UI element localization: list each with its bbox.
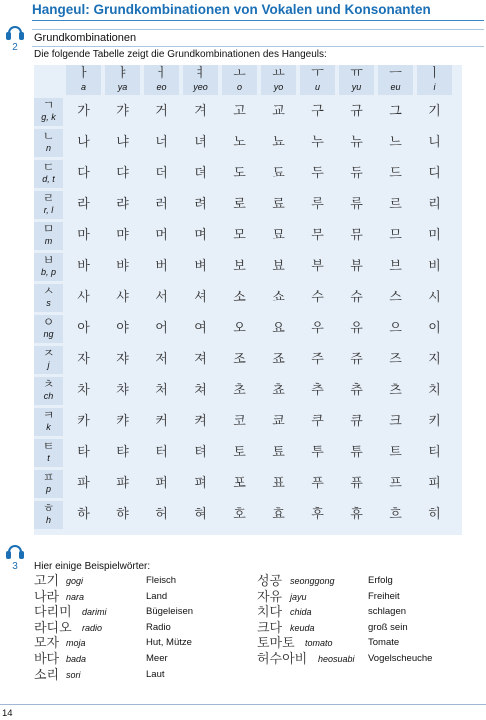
vowel-jamo: ㅛ <box>272 66 285 81</box>
title-divider <box>32 20 484 21</box>
consonant-romanization: r, l <box>43 205 54 215</box>
syllable-cell: 벼 <box>194 259 207 274</box>
section-top-divider <box>32 29 484 30</box>
example-romanization: heosuabi <box>318 654 355 664</box>
syllable-cell: 피 <box>428 476 441 491</box>
page-number: 14 <box>2 708 13 719</box>
syllable-cell: 부 <box>311 259 324 274</box>
example-korean: 치다 <box>257 605 283 621</box>
syllable-cell: 켜 <box>194 414 207 429</box>
vowel-header <box>378 65 413 95</box>
consonant-header <box>34 408 63 436</box>
consonant-header <box>34 439 63 467</box>
syllable-cell: 소 <box>233 290 246 305</box>
syllable-cell: 효 <box>272 507 285 522</box>
syllable-cell: 츄 <box>350 383 363 398</box>
consonant-header <box>34 129 63 157</box>
syllable-cell: 트 <box>389 445 402 460</box>
consonant-romanization: ch <box>43 391 54 401</box>
syllable-cell: 허 <box>155 507 168 522</box>
syllable-cell: 후 <box>311 507 324 522</box>
syllable-cell: 모 <box>233 228 246 243</box>
syllable-cell: 츠 <box>389 383 402 398</box>
syllable-cell: 겨 <box>194 104 207 119</box>
vowel-romanization: eo <box>156 82 167 92</box>
vowel-romanization: yo <box>273 82 284 92</box>
example-korean: 자유 <box>257 589 283 605</box>
page-title: Hangeul: Grundkombinationen von Vokalen und Konsonanten <box>32 2 431 17</box>
syllable-cell: 셔 <box>194 290 207 305</box>
vowel-jamo: ㅡ <box>389 66 402 81</box>
syllable-cell: 두 <box>311 166 324 181</box>
syllable-cell: 뱌 <box>116 259 129 274</box>
syllable-cell: 서 <box>155 290 168 305</box>
example-korean: 모자 <box>34 636 60 652</box>
syllable-cell: 며 <box>194 228 207 243</box>
consonant-romanization: p <box>45 484 51 494</box>
vowel-jamo: ㅏ <box>77 66 90 81</box>
consonant-header <box>34 284 63 312</box>
consonant-header <box>34 253 63 281</box>
example-translation: Radio <box>146 621 171 633</box>
vowel-jamo: ㅕ <box>194 66 207 81</box>
syllable-cell: 구 <box>311 104 324 119</box>
consonant-jamo: ㅈ <box>42 346 55 360</box>
syllable-cell: 시 <box>428 290 441 305</box>
syllable-cell: 됴 <box>272 166 285 181</box>
syllable-cell: 디 <box>428 166 441 181</box>
consonant-romanization: s <box>46 298 51 308</box>
consonant-jamo: ㅍ <box>42 470 55 484</box>
syllable-cell: 루 <box>311 197 324 212</box>
syllable-cell: 텨 <box>194 445 207 460</box>
consonant-jamo: ㅋ <box>42 408 55 422</box>
syllable-cell: 죠 <box>272 352 285 367</box>
syllable-cell: 사 <box>77 290 90 305</box>
syllable-cell: 미 <box>428 228 441 243</box>
syllable-cell: 펴 <box>194 476 207 491</box>
consonant-romanization: h <box>45 515 51 525</box>
syllable-cell: 듀 <box>350 166 363 181</box>
examples-intro: Hier einige Beispielwörter: <box>34 561 151 572</box>
example-romanization: sori <box>66 669 81 680</box>
syllable-cell: 흐 <box>389 507 402 522</box>
syllable-cell: 뷰 <box>350 259 363 274</box>
syllable-cell: 큐 <box>350 414 363 429</box>
example-translation: Erfolg <box>368 575 393 586</box>
syllable-cell: 기 <box>428 104 441 119</box>
syllable-cell: 그 <box>389 104 402 119</box>
consonant-romanization: d, t <box>42 174 55 184</box>
syllable-cell: 키 <box>428 414 441 429</box>
consonant-header <box>34 346 63 374</box>
consonant-jamo: ㄷ <box>42 160 55 174</box>
vowel-romanization: i <box>433 82 436 92</box>
syllable-cell: 주 <box>311 352 324 367</box>
consonant-jamo: ㅎ <box>42 501 55 515</box>
syllable-cell: 드 <box>389 166 402 181</box>
consonant-romanization: k <box>46 422 51 432</box>
syllable-cell: 브 <box>389 259 402 274</box>
syllable-cell: 무 <box>311 228 324 243</box>
syllable-cell: 투 <box>311 445 324 460</box>
syllable-cell: 보 <box>233 259 246 274</box>
vowel-header <box>144 65 179 95</box>
syllable-cell: 교 <box>272 104 285 119</box>
syllable-cell: 치 <box>428 383 441 398</box>
syllable-cell: 토 <box>233 445 246 460</box>
syllable-cell: 쟈 <box>116 352 129 367</box>
headphones-icon[interactable] <box>6 545 24 559</box>
footer-divider <box>0 704 486 705</box>
syllable-cell: 누 <box>311 135 324 150</box>
syllable-cell: 느 <box>389 135 402 150</box>
syllable-cell: 이 <box>428 321 441 336</box>
example-translation: Tomate <box>368 637 400 649</box>
consonant-romanization: m <box>44 236 53 246</box>
syllable-cell: 가 <box>77 104 90 119</box>
syllable-cell: 녀 <box>194 135 207 150</box>
syllable-cell: 파 <box>77 476 90 491</box>
consonant-jamo: ㄴ <box>42 129 55 143</box>
syllable-cell: 스 <box>389 290 402 305</box>
syllable-cell: 버 <box>155 259 168 274</box>
combination-table <box>34 65 462 535</box>
syllable-cell: 푸 <box>311 476 324 491</box>
example-romanization: tomato <box>305 638 333 649</box>
consonant-romanization: t <box>47 453 50 463</box>
example-translation: Vogelscheuche <box>368 653 433 664</box>
vowel-romanization: u <box>314 82 320 92</box>
consonant-jamo: ㅂ <box>42 253 55 267</box>
example-translation: Laut <box>146 668 165 680</box>
syllable-cell: 유 <box>350 321 363 336</box>
vowel-romanization: o <box>236 82 242 92</box>
syllable-cell: 햐 <box>116 507 129 522</box>
syllable-cell: 호 <box>233 507 246 522</box>
syllable-cell: 쿄 <box>272 414 285 429</box>
example-korean: 라디오 <box>34 620 72 636</box>
syllable-cell: 초 <box>233 383 246 398</box>
syllable-cell: 규 <box>350 104 363 119</box>
syllable-cell: 여 <box>194 321 207 336</box>
vowel-jamo: ㅜ <box>311 66 324 81</box>
consonant-header <box>34 191 63 219</box>
example-translation: Freiheit <box>368 590 400 602</box>
syllable-cell: 쥬 <box>350 352 363 367</box>
syllable-cell: 우 <box>311 321 324 336</box>
syllable-cell: 댜 <box>116 166 129 181</box>
syllable-cell: 고 <box>233 104 246 119</box>
syllable-cell: 혀 <box>194 507 207 522</box>
consonant-jamo: ㅇ <box>42 315 55 329</box>
syllable-cell: 요 <box>272 321 285 336</box>
section-bottom-divider <box>32 46 484 47</box>
example-romanization: darimi <box>82 607 107 618</box>
vowel-romanization: a <box>80 82 86 92</box>
syllable-cell: 지 <box>428 352 441 367</box>
example-romanization: keuda <box>290 622 315 633</box>
vowel-header <box>66 65 101 95</box>
syllable-cell: 려 <box>194 197 207 212</box>
syllable-cell: 표 <box>272 476 285 491</box>
syllable-cell: 조 <box>233 352 246 367</box>
syllable-cell: 휴 <box>350 507 363 522</box>
vowel-header <box>339 65 374 95</box>
syllable-cell: 묘 <box>272 228 285 243</box>
syllable-cell: 어 <box>155 321 168 336</box>
syllable-cell: 갸 <box>116 104 129 119</box>
example-korean: 고기 <box>34 574 60 589</box>
syllable-cell: 히 <box>428 507 441 522</box>
consonant-header <box>34 160 63 188</box>
audio-track-number: 2 <box>12 42 18 53</box>
example-romanization: nara <box>66 591 85 602</box>
intro-text: Die folgende Tabelle zeigt die Grundkombinationen des Hangeuls: <box>34 49 327 60</box>
section-title: Grundkombinationen <box>34 32 137 44</box>
syllable-cell: 캬 <box>116 414 129 429</box>
syllable-cell: 먀 <box>116 228 129 243</box>
syllable-cell: 료 <box>272 197 285 212</box>
syllable-cell: 크 <box>389 414 402 429</box>
syllable-cell: 바 <box>77 259 90 274</box>
syllable-cell: 므 <box>389 228 402 243</box>
syllable-cell: 챠 <box>116 383 129 398</box>
syllable-cell: 티 <box>428 445 441 460</box>
example-korean: 성공 <box>257 574 283 589</box>
consonant-header <box>34 315 63 343</box>
syllable-cell: 뉴 <box>350 135 363 150</box>
syllable-cell: 너 <box>155 135 168 150</box>
syllable-cell: 더 <box>155 166 168 181</box>
consonant-jamo: ㅊ <box>42 377 55 391</box>
example-romanization: jayu <box>290 591 307 602</box>
vowel-jamo: ㅠ <box>350 66 363 81</box>
syllable-cell: 러 <box>155 197 168 212</box>
example-korean: 토마토 <box>257 636 295 652</box>
syllable-cell: 뎌 <box>194 166 207 181</box>
syllable-cell: 뵤 <box>272 259 285 274</box>
example-translation: Land <box>146 590 168 602</box>
syllable-cell: 라 <box>77 197 90 212</box>
example-romanization: gogi <box>66 576 84 586</box>
syllable-cell: 르 <box>389 197 402 212</box>
syllable-cell: 저 <box>155 352 168 367</box>
syllable-cell: 거 <box>155 104 168 119</box>
syllable-cell: 머 <box>155 228 168 243</box>
syllable-cell: 져 <box>194 352 207 367</box>
consonant-header <box>34 377 63 405</box>
example-korean: 바다 <box>34 652 60 667</box>
consonant-jamo: ㅁ <box>42 222 55 236</box>
example-romanization: bada <box>66 654 87 664</box>
example-translation: Bügeleisen <box>146 606 194 618</box>
syllable-cell: 수 <box>311 290 324 305</box>
syllable-cell: 오 <box>233 321 246 336</box>
example-translation: Meer <box>146 653 168 664</box>
example-romanization: radio <box>82 622 103 633</box>
syllable-cell: 차 <box>77 383 90 398</box>
vowel-header <box>183 65 218 95</box>
syllable-cell: 샤 <box>116 290 129 305</box>
syllable-cell: 뇨 <box>272 135 285 150</box>
syllable-cell: 쿠 <box>311 414 324 429</box>
example-romanization: seonggong <box>290 576 335 586</box>
syllable-cell: 비 <box>428 259 441 274</box>
syllable-cell: 터 <box>155 445 168 460</box>
example-translation: groß sein <box>368 621 408 633</box>
syllable-cell: 야 <box>116 321 129 336</box>
syllable-cell: 타 <box>77 445 90 460</box>
vowel-header <box>261 65 296 95</box>
example-romanization: moja <box>66 638 86 649</box>
syllable-cell: 튜 <box>350 445 363 460</box>
consonant-jamo: ㄱ <box>42 98 55 112</box>
vowel-romanization: yeo <box>193 82 208 92</box>
syllable-cell: 코 <box>233 414 246 429</box>
syllable-cell: 로 <box>233 197 246 212</box>
consonant-jamo: ㄹ <box>42 191 55 205</box>
syllable-cell: 아 <box>77 321 90 336</box>
example-translation: schlagen <box>368 606 407 618</box>
syllable-cell: 툐 <box>272 445 285 460</box>
syllable-cell: 퍼 <box>155 476 168 491</box>
syllable-cell: 쇼 <box>272 290 285 305</box>
consonant-header <box>34 470 63 498</box>
consonant-romanization: n <box>45 143 51 153</box>
vowel-header <box>417 65 452 95</box>
vowel-header <box>222 65 257 95</box>
syllable-cell: 쵸 <box>272 383 285 398</box>
syllable-cell: 마 <box>77 228 90 243</box>
vowel-romanization: eu <box>390 82 401 92</box>
consonant-jamo: ㅌ <box>42 439 55 453</box>
audio-track-number: 3 <box>12 561 18 572</box>
example-korean: 허수아비 <box>257 652 308 667</box>
example-korean: 나라 <box>34 589 60 605</box>
vowel-romanization: ya <box>117 82 128 92</box>
vowel-jamo: ㅣ <box>428 66 441 81</box>
syllable-cell: 다 <box>77 166 90 181</box>
consonant-header <box>34 222 63 250</box>
syllable-cell: 랴 <box>116 197 129 212</box>
example-korean: 크다 <box>257 620 283 636</box>
syllable-cell: 퓨 <box>350 476 363 491</box>
vowel-romanization: yu <box>351 82 362 92</box>
consonant-header <box>34 98 63 126</box>
vowel-jamo: ㅑ <box>116 66 129 81</box>
syllable-cell: 류 <box>350 197 363 212</box>
syllable-cell: 나 <box>77 135 90 150</box>
syllable-cell: 커 <box>155 414 168 429</box>
consonant-romanization: b, p <box>40 267 56 277</box>
vowel-jamo: ㅓ <box>155 66 168 81</box>
syllable-cell: 으 <box>389 321 402 336</box>
consonant-romanization: ng <box>43 329 54 339</box>
example-translation: Fleisch <box>146 575 177 586</box>
example-korean: 소리 <box>34 667 60 683</box>
syllable-cell: 퍄 <box>116 476 129 491</box>
example-translation: Hut, Mütze <box>146 637 192 649</box>
syllable-cell: 즈 <box>389 352 402 367</box>
syllable-cell: 처 <box>155 383 168 398</box>
syllable-cell: 냐 <box>116 135 129 150</box>
vowel-header <box>300 65 335 95</box>
syllable-cell: 니 <box>428 135 441 150</box>
consonant-header <box>34 501 63 529</box>
headphones-icon[interactable] <box>6 26 24 40</box>
syllable-cell: 하 <box>77 507 90 522</box>
syllable-cell: 탸 <box>116 445 129 460</box>
syllable-cell: 포 <box>233 476 246 491</box>
syllable-cell: 슈 <box>350 290 363 305</box>
syllable-cell: 뮤 <box>350 228 363 243</box>
consonant-jamo: ㅅ <box>42 284 55 298</box>
syllable-cell: 카 <box>77 414 90 429</box>
syllable-cell: 리 <box>428 197 441 212</box>
syllable-cell: 추 <box>311 383 324 398</box>
consonant-romanization: j <box>47 360 50 370</box>
vowel-jamo: ㅗ <box>233 66 246 81</box>
syllable-cell: 자 <box>77 352 90 367</box>
vowel-header <box>105 65 140 95</box>
example-korean: 다리미 <box>34 605 72 621</box>
example-romanization: chida <box>290 607 312 618</box>
syllable-cell: 도 <box>233 166 246 181</box>
consonant-romanization: g, k <box>41 112 56 122</box>
syllable-cell: 쳐 <box>194 383 207 398</box>
syllable-cell: 프 <box>389 476 402 491</box>
syllable-cell: 노 <box>233 135 246 150</box>
